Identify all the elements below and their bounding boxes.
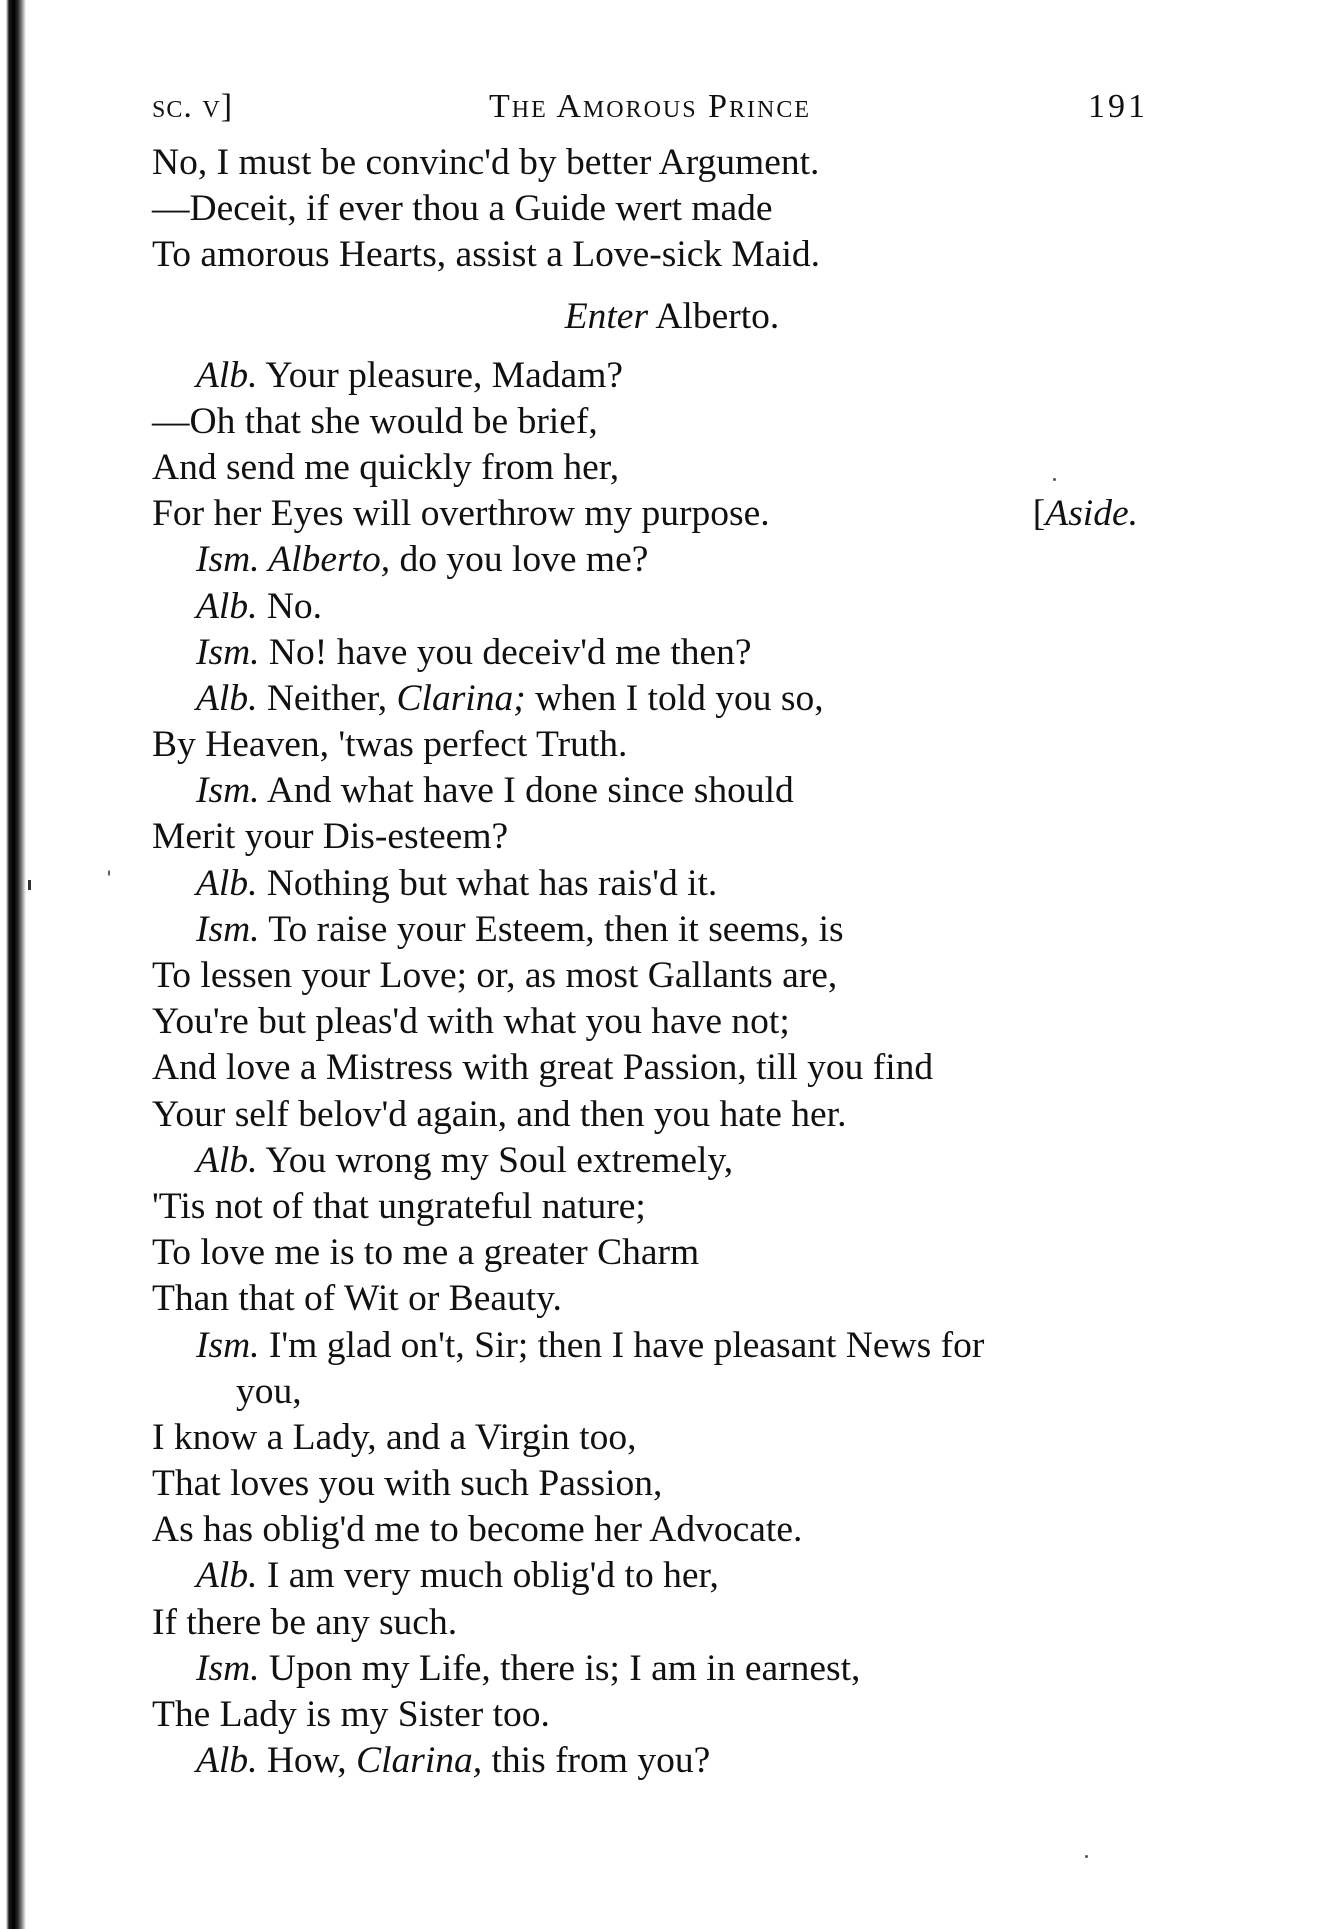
speech-line xyxy=(152,907,1152,953)
verse-line xyxy=(152,186,1152,232)
verse-line xyxy=(152,1092,1152,1138)
line-text: Your pleasure, Madam? xyxy=(257,354,624,396)
verse-line xyxy=(152,1276,1152,1322)
line-text: do you love me? xyxy=(390,539,649,581)
verse-line xyxy=(152,1415,1152,1461)
italic-text: Clarina, xyxy=(356,1740,483,1782)
verse-line xyxy=(152,999,1152,1045)
speech-line xyxy=(152,1738,1152,1784)
verse-line xyxy=(152,1692,1152,1738)
line-text: And send me quickly from her, xyxy=(152,446,620,488)
verse-line xyxy=(152,722,1152,768)
verse-line xyxy=(152,399,1152,445)
line-text: For her Eyes will overthrow my purpose. xyxy=(152,493,770,535)
line-text: How, xyxy=(257,1740,357,1782)
line-text: when I told you so, xyxy=(525,677,824,719)
line-text: Upon my Life, there is; I am in earnest, xyxy=(259,1647,861,1689)
verse-line xyxy=(152,232,1152,278)
speaker-name: Alb. xyxy=(196,677,258,719)
verse-line xyxy=(152,1369,1152,1415)
line-text: You're but pleas'd with what you have not; xyxy=(152,1001,790,1043)
verse-line xyxy=(152,1600,1152,1646)
line-text: To love me is to me a greater Charm xyxy=(152,1232,700,1274)
speech-line xyxy=(152,1323,1152,1369)
line-text: —Oh that she would be brief, xyxy=(152,400,598,442)
speaker-name: Alb. xyxy=(196,1740,258,1782)
speaker-name: Alb. xyxy=(196,1139,258,1181)
verse-line xyxy=(152,1184,1152,1230)
speech-line xyxy=(152,630,1152,676)
verse-line xyxy=(152,1507,1152,1553)
line-text: 'Tis not of that ungrateful nature; xyxy=(152,1185,646,1227)
speech-line xyxy=(152,1646,1152,1692)
speech-line xyxy=(152,676,1152,722)
line-text: That loves you with such Passion, xyxy=(152,1463,663,1505)
line-text: To raise your Esteem, then it seems, is xyxy=(259,908,844,950)
line-text: Neither, xyxy=(257,677,397,719)
verse-line xyxy=(152,1230,1152,1276)
book-title: The Amorous Prince xyxy=(488,88,812,125)
verse-line xyxy=(152,445,1152,491)
verse-line xyxy=(152,140,1152,186)
line-text: Nothing but what has rais'd it. xyxy=(257,862,718,904)
speech-line xyxy=(152,861,1152,907)
speaker-name: Ism. xyxy=(196,770,260,812)
speaker-name: Alb. xyxy=(196,1555,258,1597)
line-text: I am very much oblig'd to her, xyxy=(257,1555,719,1597)
speech-line xyxy=(152,353,1152,399)
speech-line xyxy=(152,537,1152,583)
verse-line xyxy=(152,1045,1152,1091)
speaker-name: Alb. xyxy=(196,354,258,396)
speech-line xyxy=(152,768,1152,814)
line-text: Alberto. xyxy=(648,295,780,337)
verse-line xyxy=(152,953,1152,999)
stage-direction xyxy=(152,281,1152,353)
line-text: you, xyxy=(236,1370,302,1412)
line-text: No, I must be convinc'd by better Argument. xyxy=(152,142,820,183)
line-text: As has oblig'd me to become her Advocate. xyxy=(152,1509,803,1551)
line-text: Merit your Dis-esteem? xyxy=(152,816,509,858)
line-text: I know a Lady, and a Virgin too, xyxy=(152,1416,637,1458)
ink-speck xyxy=(1085,1855,1088,1858)
italic-text: Alberto, xyxy=(259,539,391,581)
speech-line xyxy=(152,584,1152,630)
verse-line xyxy=(152,491,1152,537)
page-number: 191 xyxy=(1088,88,1148,125)
line-text: Than that of Wit or Beauty. xyxy=(152,1278,562,1320)
gutter-mark xyxy=(28,880,31,890)
speaker-name: Ism. xyxy=(196,1647,260,1689)
line-text: The Lady is my Sister too. xyxy=(152,1694,550,1735)
verse-line xyxy=(152,1461,1152,1507)
speech-line xyxy=(152,1138,1152,1184)
speaker-name: Ism. xyxy=(196,908,260,950)
speaker-name: Ism. xyxy=(196,539,260,581)
line-text: To lessen your Love; or, as most Gallants are, xyxy=(152,955,838,996)
italic-text: Clarina; xyxy=(396,677,526,719)
line-text: By Heaven, 'twas perfect Truth. xyxy=(152,724,628,766)
running-header xyxy=(152,88,1148,138)
line-text: And love a Mistress with great Passion, till you find xyxy=(152,1047,934,1089)
speaker-name: Ism. xyxy=(196,1324,260,1366)
italic-text: Enter xyxy=(564,295,649,337)
line-text: To amorous Hearts, assist a Love-sick Maid. xyxy=(152,234,821,276)
line-text: And what have I done since should xyxy=(259,770,794,812)
binding-gutter xyxy=(0,0,26,1929)
line-text: You wrong my Soul extremely, xyxy=(257,1139,734,1181)
speaker-name: Alb. xyxy=(196,862,258,904)
line-text: I'm glad on't, Sir; then I have pleasant News for xyxy=(259,1324,985,1366)
speaker-name: Alb. xyxy=(196,585,258,627)
ink-speck xyxy=(108,870,110,876)
line-text: Your self belov'd again, and then you hate her. xyxy=(152,1093,847,1135)
aside-direction: [Aside. xyxy=(1032,493,1138,535)
scene-label: sc. v] xyxy=(152,88,234,125)
speaker-name: Ism. xyxy=(196,631,260,673)
line-text: —Deceit, if ever thou a Guide wert made xyxy=(152,188,773,230)
line-text: No! have you deceiv'd me then? xyxy=(259,631,752,673)
play-text xyxy=(152,140,1152,1784)
line-text: No. xyxy=(257,585,323,627)
line-text: If there be any such. xyxy=(152,1601,458,1643)
line-text: this from you? xyxy=(482,1740,711,1782)
speech-line xyxy=(152,1553,1152,1599)
verse-line xyxy=(152,814,1152,860)
